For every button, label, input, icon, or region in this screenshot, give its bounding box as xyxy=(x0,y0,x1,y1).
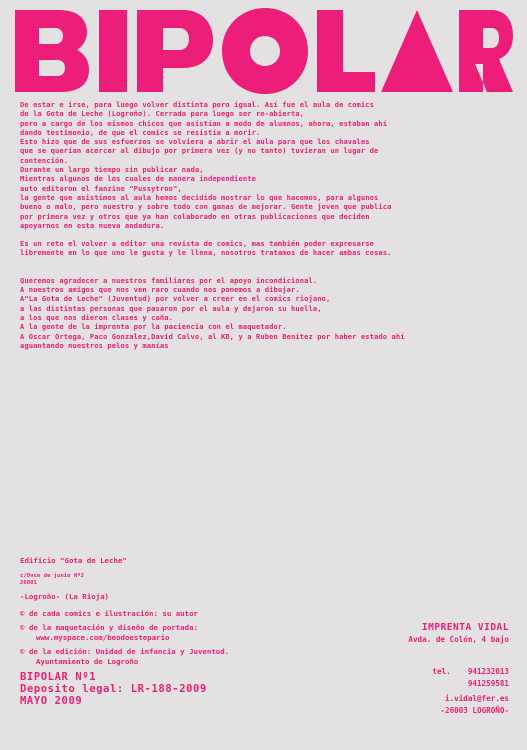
issue-name: BIPOLAR Nº1 xyxy=(20,670,97,683)
text-line: a las distintas personas que pasaron por el aula y dejaron su huella, xyxy=(20,303,322,313)
printer-city: -26003 LOGROÑO- xyxy=(440,706,509,715)
text-line: Esto hizo que de sus esfuerzos se volviera a abrir el aula para que los chavales xyxy=(20,137,370,147)
rights-comics: © de cada comics e ilustración: su autor xyxy=(20,609,198,618)
text-line: De estar e irse, para luego volver distinta pero igual. Así fue el aula de comics xyxy=(20,100,375,109)
text-line: que se querían acercar al dibujo por primera vez (y no tanto) tuvieran un lugar de xyxy=(20,146,379,156)
bipolar-logo xyxy=(13,6,513,96)
text-line: auto editaron el fanzine "Pussytron", xyxy=(20,183,182,193)
text-line: A nuestros amigos que nos ven raro cuando nos ponemos a dibujar. xyxy=(20,285,300,295)
legal-deposit: Deposito legal: LR-188-2009 xyxy=(20,682,207,695)
text-line: contención. xyxy=(20,155,69,165)
printer-email[interactable]: i.vidal@fer.es xyxy=(444,694,509,703)
text-line: A Oscar Ortega, Paco Gonzalez,David Calvo, al KB, y a Ruben Benitez por haber estado ahí xyxy=(20,331,405,341)
challenge-paragraph xyxy=(20,239,518,258)
text-line: A la gente de la imprenta por la paciencia con el maquetador. xyxy=(20,322,287,332)
text-line: Queremos agradecer a nuestros familiares por el apoyo incondicional. xyxy=(20,275,318,285)
credits-left xyxy=(20,556,320,707)
edificio-city: -Logroño- (La Rioja) xyxy=(20,591,109,601)
magazine-title xyxy=(13,6,513,96)
text-line: aguantando nuestros pelos y manías xyxy=(20,340,169,350)
printer-info xyxy=(339,622,509,717)
rights-council: Ayuntamiento de Logroño xyxy=(36,657,139,666)
tel-number-1: 941232013 xyxy=(467,667,509,676)
text-line: dando testimonio, de que el comics se resistía a morir. xyxy=(20,127,261,137)
tel-number-2: 941259581 xyxy=(467,679,509,688)
rights-edition: © de la edición: Unidad de infancia y Juventud. xyxy=(20,646,230,656)
edificio-name: Edificio "Gota de Leche" xyxy=(20,556,127,565)
text-line: la gente que asistimos al aula hemos decidido mostrar lo que hacemos, para algunos xyxy=(20,192,379,202)
text-line: apoyarnos en esta nueva andadura. xyxy=(20,220,165,230)
text-line: de la Gota de Leche (Logroño). Cerrada para luego ser re-abierta, xyxy=(20,109,305,119)
printer-phone-1 xyxy=(339,666,509,678)
text-line: Es un reto el volver a editar una revista de comics, mas también poder expresarse xyxy=(20,239,375,249)
rights-layout: © de la maquetación y diseño de portada: xyxy=(20,622,198,632)
tel-label: tel. xyxy=(432,667,451,676)
text-line: por primera vez y otros que ya han colaborado en otras publicaciones que deciden xyxy=(20,211,370,221)
intro-paragraph xyxy=(20,100,518,230)
text-line: Durante un largo tiempo sin publicar nada, xyxy=(20,165,204,175)
printer-address: Avda. de Colón, 4 bajo xyxy=(408,635,509,644)
designer-url[interactable]: www.myspace.com/beodoestepario xyxy=(36,633,170,642)
text-line: a los que nos dieron clases y caña. xyxy=(20,312,173,322)
text-line: libremente en lo que uno le gusta y le llena, nosotros tratamos de hacer ambas cosas. xyxy=(20,248,392,258)
text-line: A"La Gota de Leche" (Juventud) por volver a creer en el comics riojano, xyxy=(20,294,331,304)
editorial-text xyxy=(20,100,518,350)
issue-date: MAYO 2009 xyxy=(20,694,83,707)
text-line: bueno o malo, pero nuestro y sobre todo con ganas de mejorar. Gente joven que publica xyxy=(20,202,392,212)
thanks-paragraph xyxy=(20,276,518,350)
edificio-zip: 26001 xyxy=(20,579,37,586)
text-line: Mientras algunos de los cuales de manera independiente xyxy=(20,174,257,184)
printer-name: IMPRENTA VIDAL xyxy=(421,622,509,633)
text-line: pero a cargo de los mismos chicos que asistían a modo de alumnos, ahora, estaban ahí xyxy=(20,118,388,128)
edificio-street: c/Once de junio Nº2 xyxy=(20,572,84,579)
